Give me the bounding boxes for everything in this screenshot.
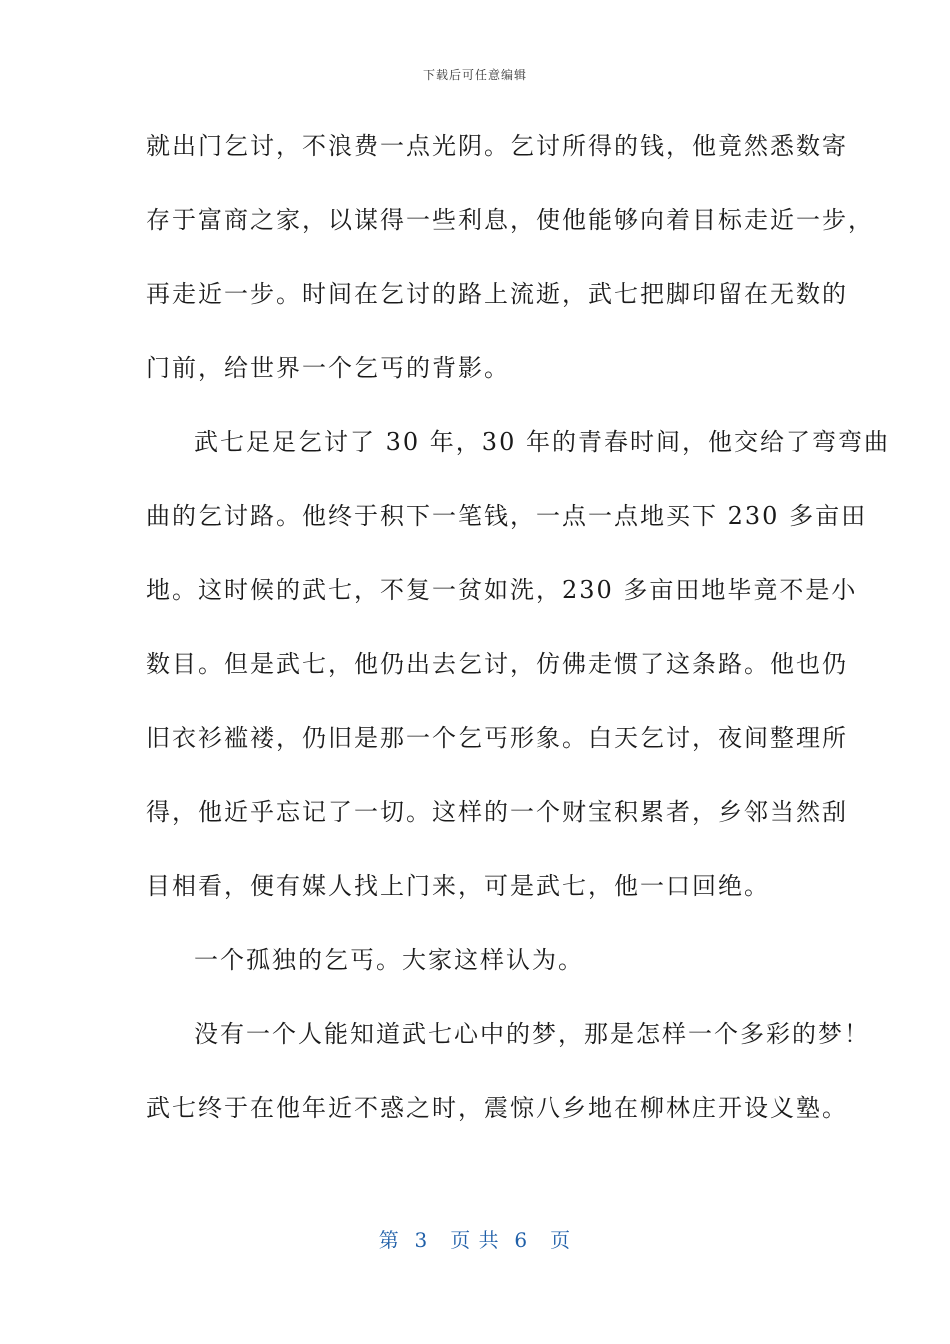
text-line: 得，他近乎忘记了一切。这样的一个财宝积累者，乡邻当然刮: [146, 798, 848, 826]
text-line: 存于富商之家，以谋得一些利息，使他能够向着目标走近一步，: [146, 206, 874, 234]
text-line: 再走近一步。时间在乞讨的路上流逝，武七把脚印留在无数的: [146, 280, 848, 308]
paragraph-start-line: 没有一个人能知道武七心中的梦，那是怎样一个多彩的梦！: [194, 1020, 870, 1048]
text-line: 武七终于在他年近不惑之时，震惊八乡地在柳林庄开设义塾。: [146, 1094, 848, 1122]
text-line: 曲的乞讨路。他终于积下一笔钱，一点一点地买下 230 多亩田: [146, 502, 868, 530]
header-note: 下载后可任意编辑: [422, 68, 527, 82]
page-number-footer: 第 3 页 共 6 页: [378, 1228, 572, 1252]
text-line: 数目。但是武七，他仍出去乞讨，仿佛走惯了这条路。他也仍: [146, 650, 848, 678]
text-line: 旧衣衫褴褛，仍旧是那一个乞丐形象。白天乞讨，夜间整理所: [146, 724, 848, 752]
text-line: 门前，给世界一个乞丐的背影。: [146, 354, 510, 382]
text-line: 就出门乞讨，不浪费一点光阴。乞讨所得的钱，他竟然悉数寄: [146, 132, 848, 160]
paragraph-start-line: 武七足足乞讨了 30 年，30 年的青春时间，他交给了弯弯曲: [194, 428, 890, 456]
text-line: 地。这时候的武七，不复一贫如洗，230 多亩田地毕竟不是小: [146, 576, 858, 604]
text-line: 目相看，便有媒人找上门来，可是武七，他一口回绝。: [146, 872, 770, 900]
document-body: [146, 121, 890, 1157]
paragraph-start-line: 一个孤独的乞丐。大家这样认为。: [194, 946, 584, 974]
